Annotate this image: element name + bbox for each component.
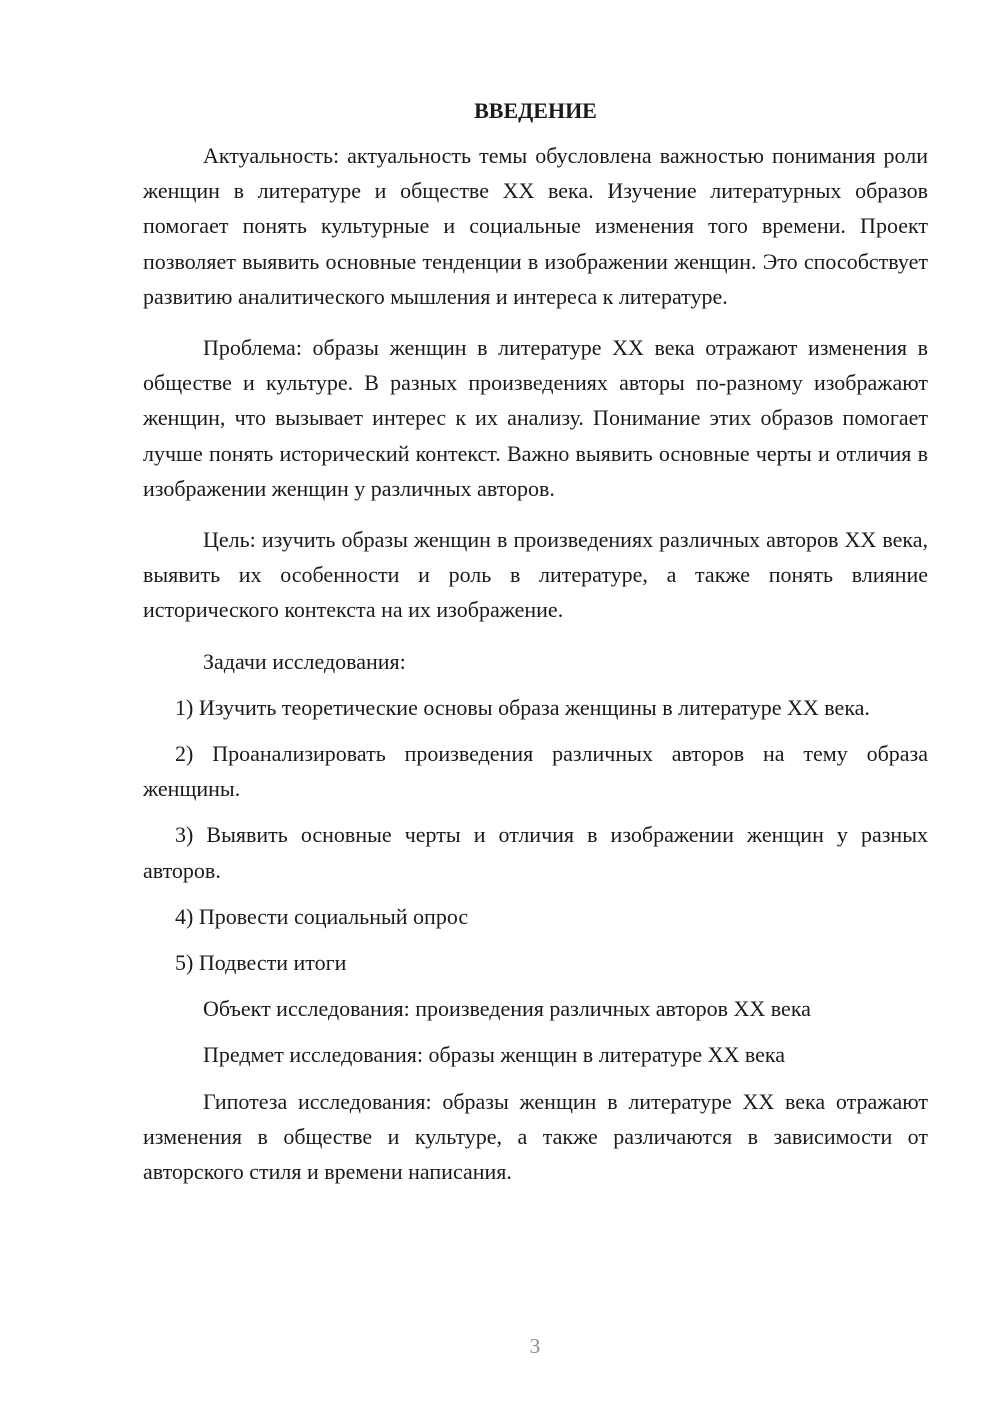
goal-paragraph: Цель: изучить образы женщин в произведениях различных авторов XX века, выявить их особенности и роль в литературе, а также понять влияние исторического контекста на их изображение. bbox=[143, 527, 928, 623]
task-item: 1) Изучить теоретические основы образа женщины в литературе XX века. bbox=[175, 694, 870, 720]
task-item: 3) Выявить основные черты и отличия в изображении женщин у разных авторов. bbox=[143, 822, 928, 883]
document-body bbox=[143, 98, 928, 1205]
task-item: 5) Подвести итоги bbox=[175, 950, 347, 976]
tasks-heading: Задачи исследования: bbox=[203, 648, 406, 674]
task-item: 4) Провести социальный опрос bbox=[175, 903, 469, 929]
task-item: 2) Проанализировать произведения различных авторов на тему образа женщины. bbox=[143, 741, 928, 802]
section-title: ВВЕДЕНИЕ bbox=[474, 98, 597, 123]
relevance-paragraph: Актуальность: актуальность темы обусловлена важностью понимания роли женщин в литературе и обществе XX века. Изучение литературных образов помогает понять культурные и социальные изменения того времени. Проект позволяет выявить основные тенденции в изображении женщин. Это способствует развитию аналитического мышления и интереса к литературе. bbox=[143, 143, 928, 309]
page-number: 3 bbox=[529, 1334, 541, 1358]
problem-paragraph: Проблема: образы женщин в литературе XX века отражают изменения в обществе и культуре. В разных произведениях авторы по-разному изображают женщин, что вызывает интерес к их анализу. Понимание этих образов помогает лучше понять исторический контекст. Важно выявить основные черты и отличия в изображении женщин у различных авторов. bbox=[143, 335, 928, 501]
subject-paragraph: Предмет исследования: образы женщин в литературе XX века bbox=[203, 1042, 786, 1068]
hypothesis-paragraph: Гипотеза исследования: образы женщин в литературе XX века отражают изменения в обществе и культуре, а также различаются в зависимости от авторского стиля и времени написания. bbox=[143, 1088, 928, 1185]
object-paragraph: Объект исследования: произведения различных авторов XX века bbox=[203, 996, 811, 1022]
